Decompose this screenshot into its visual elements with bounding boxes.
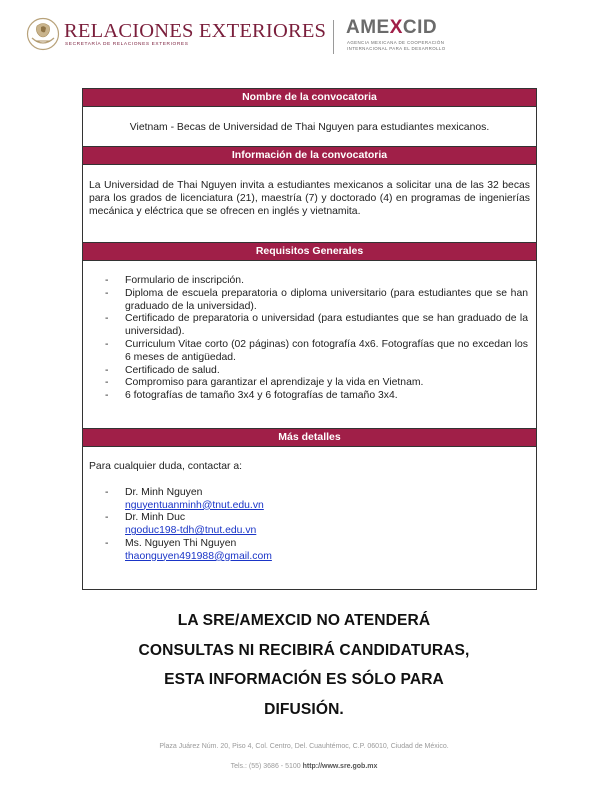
letterhead bbox=[26, 14, 586, 60]
amexcid-logo-right: CID bbox=[402, 17, 438, 38]
notice-line: CONSULTAS NI RECIBIRÁ CANDIDATURAS, bbox=[138, 641, 470, 659]
section-heading-requirements: Requisitos Generales bbox=[83, 243, 536, 261]
convocatoria-name: Vietnam - Becas de Universidad de Thai Nguyen para estudiantes mexicanos. bbox=[83, 107, 536, 147]
list-item: - Certificado de salud. bbox=[105, 365, 528, 378]
footer-website-link[interactable]: http://www.sre.gob.mx bbox=[302, 763, 378, 770]
list-item: - Formulario de inscripción. bbox=[105, 275, 528, 288]
list-item: - Diploma de escuela preparatoria o diploma universitario (para estudiantes que se han graduado de la universidad). bbox=[105, 288, 528, 314]
list-item: - Compromiso para garantizar el aprendizaje y la vida en Vietnam. bbox=[105, 377, 528, 390]
list-item: - 6 fotografías de tamaño 3x4 y 6 fotografías de tamaño 3x4. bbox=[105, 390, 528, 403]
contact-name: Dr. Minh Nguyen bbox=[125, 486, 203, 498]
section-heading-details: Más detalles bbox=[83, 429, 536, 447]
amexcid-logo-x: X bbox=[389, 17, 403, 38]
contact-name: Dr. Minh Duc bbox=[125, 512, 186, 524]
logo-divider bbox=[333, 20, 334, 54]
requirements-list bbox=[105, 275, 528, 403]
footer-address: Plaza Juárez Núm. 20, Piso 4, Col. Centro, Del. Cuauhtémoc, C.P. 06010, Ciudad de México. bbox=[159, 743, 449, 750]
notice-line: ESTA INFORMACIÓN ES SÓLO PARA bbox=[164, 671, 444, 688]
amexcid-logo bbox=[346, 17, 437, 39]
footer-phone: Tels.: (55) 3686 - 5100 bbox=[230, 763, 301, 770]
section-heading-name: Nombre de la convocatoria bbox=[83, 89, 536, 107]
requirements-section bbox=[83, 261, 536, 429]
contact-list bbox=[89, 487, 530, 564]
convocatoria-description: La Universidad de Thai Nguyen invita a estudiantes mexicanos a solicitar una de las 32 becas para los grados de licenciatura (21), maestría (7) y doctorado (4) en programas de ingenierías mecánica y eléctrica que se ofrecen en inglés y vietnamita. bbox=[83, 165, 536, 243]
org-subtitle: SECRETARÍA DE RELACIONES EXTERIORES bbox=[65, 42, 189, 47]
disclaimer-notice bbox=[60, 606, 548, 724]
contact-item bbox=[105, 538, 530, 564]
contact-email-link[interactable]: ngoduc198-tdh@tnut.edu.vn bbox=[125, 525, 257, 537]
notice-line: LA SRE/AMEXCID NO ATENDERÁ bbox=[177, 612, 431, 629]
list-item: - Curriculum Vitae corto (02 páginas) con fotografía 4x6. Fotografías que no excedan los 6 meses de antigüedad. bbox=[105, 339, 528, 365]
org-name: RELACIONES EXTERIORES bbox=[64, 20, 327, 42]
notice-line: DIFUSIÓN. bbox=[264, 700, 344, 718]
section-heading-info: Información de la convocatoria bbox=[83, 147, 536, 165]
details-section bbox=[83, 447, 536, 589]
contact-name: Ms. Nguyen Thi Nguyen bbox=[125, 537, 237, 549]
footer-contact bbox=[0, 763, 608, 770]
mexican-coat-of-arms-icon bbox=[26, 17, 60, 51]
contact-item bbox=[105, 487, 530, 513]
agency-subtitle: AGENCIA MEXICANA DE COOPERACIÓN INTERNACIONAL PARA EL DESARROLLO bbox=[347, 40, 446, 51]
contact-email-link[interactable]: thaonguyen491988@gmail.com bbox=[125, 550, 272, 562]
contact-intro: Para cualquier duda, contactar a: bbox=[89, 461, 243, 472]
scholarship-info-table bbox=[82, 88, 537, 590]
list-item: - Certificado de preparatoria o universidad (para estudiantes que se han graduado de la universidad). bbox=[105, 313, 528, 339]
contact-item bbox=[105, 512, 530, 538]
contact-email-link[interactable]: nguyentuanminh@tnut.edu.vn bbox=[125, 499, 264, 511]
amexcid-logo-left: AME bbox=[346, 17, 390, 38]
